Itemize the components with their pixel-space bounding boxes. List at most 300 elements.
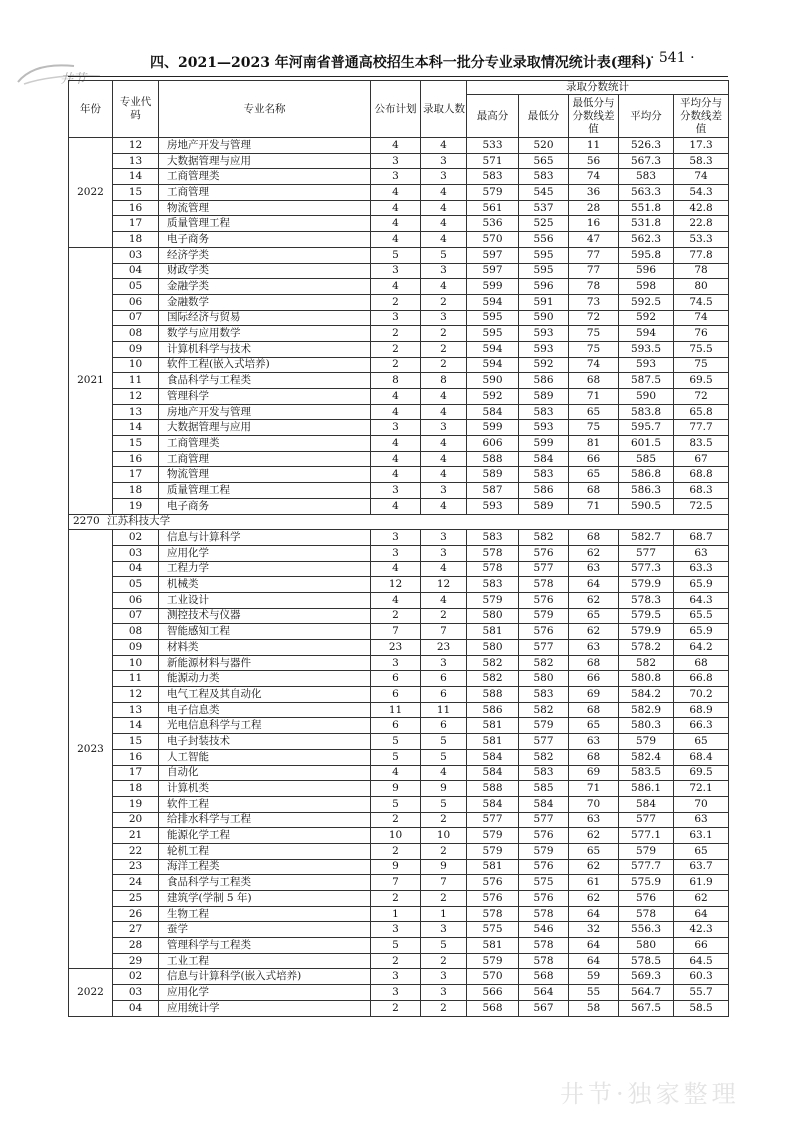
name-cell: 轮机工程 <box>159 843 371 859</box>
name-cell: 管理科学与工程类 <box>159 938 371 954</box>
avg-cell: 567.3 <box>619 153 674 169</box>
table-row <box>69 608 729 624</box>
code-cell: 05 <box>113 279 159 295</box>
avg-diff-cell: 63 <box>674 812 729 828</box>
header-rule <box>68 76 728 77</box>
name-cell: 财政学类 <box>159 263 371 279</box>
name-cell: 软件工程 <box>159 796 371 812</box>
min-cell: 582 <box>519 702 569 718</box>
name-cell: 信息与计算科学 <box>159 530 371 546</box>
min-cell: 583 <box>519 687 569 703</box>
max-cell: 576 <box>467 891 519 907</box>
code-cell: 26 <box>113 906 159 922</box>
max-cell: 570 <box>467 232 519 248</box>
code-cell: 07 <box>113 608 159 624</box>
max-cell: 583 <box>467 577 519 593</box>
min-diff-cell: 68 <box>569 702 619 718</box>
min-cell: 591 <box>519 294 569 310</box>
avg-cell: 579.9 <box>619 624 674 640</box>
avg-cell: 598 <box>619 279 674 295</box>
max-cell: 575 <box>467 922 519 938</box>
admit-cell: 4 <box>421 436 467 452</box>
plan-cell: 5 <box>371 734 421 750</box>
max-cell: 599 <box>467 279 519 295</box>
admit-cell: 7 <box>421 875 467 891</box>
code-cell: 04 <box>113 1000 159 1016</box>
plan-cell: 2 <box>371 294 421 310</box>
name-cell: 工商管理 <box>159 185 371 201</box>
avg-diff-cell: 17.3 <box>674 138 729 154</box>
name-cell: 金融学类 <box>159 279 371 295</box>
col-year: 年份 <box>69 81 113 138</box>
code-cell: 07 <box>113 310 159 326</box>
avg-cell: 582 <box>619 655 674 671</box>
code-cell: 17 <box>113 216 159 232</box>
avg-cell: 563.3 <box>619 185 674 201</box>
min-diff-cell: 66 <box>569 451 619 467</box>
min-diff-cell: 64 <box>569 577 619 593</box>
avg-diff-cell: 69.5 <box>674 765 729 781</box>
code-cell: 15 <box>113 734 159 750</box>
code-cell: 12 <box>113 687 159 703</box>
code-cell: 08 <box>113 624 159 640</box>
avg-diff-cell: 42.8 <box>674 200 729 216</box>
min-diff-cell: 66 <box>569 671 619 687</box>
min-diff-cell: 62 <box>569 592 619 608</box>
avg-diff-cell: 70 <box>674 796 729 812</box>
avg-cell: 577 <box>619 545 674 561</box>
min-cell: 577 <box>519 640 569 656</box>
max-cell: 583 <box>467 169 519 185</box>
min-cell: 579 <box>519 608 569 624</box>
min-cell: 582 <box>519 530 569 546</box>
avg-cell: 582.7 <box>619 530 674 546</box>
min-cell: 583 <box>519 169 569 185</box>
plan-cell: 4 <box>371 451 421 467</box>
table-row <box>69 279 729 295</box>
avg-diff-cell: 74 <box>674 169 729 185</box>
admit-cell: 5 <box>421 734 467 750</box>
table-row <box>69 498 729 514</box>
min-diff-cell: 68 <box>569 530 619 546</box>
plan-cell: 2 <box>371 608 421 624</box>
name-cell: 食品科学与工程类 <box>159 875 371 891</box>
min-cell: 596 <box>519 279 569 295</box>
min-cell: 567 <box>519 1000 569 1016</box>
name-cell: 给排水科学与工程 <box>159 812 371 828</box>
plan-cell: 2 <box>371 326 421 342</box>
avg-cell: 583.8 <box>619 404 674 420</box>
max-cell: 595 <box>467 310 519 326</box>
table-row <box>69 216 729 232</box>
code-cell: 05 <box>113 577 159 593</box>
plan-cell: 2 <box>371 341 421 357</box>
avg-diff-cell: 69.5 <box>674 373 729 389</box>
avg-diff-cell: 63 <box>674 545 729 561</box>
min-cell: 583 <box>519 467 569 483</box>
admit-cell: 4 <box>421 561 467 577</box>
plan-cell: 2 <box>371 843 421 859</box>
admit-cell: 4 <box>421 279 467 295</box>
avg-diff-cell: 68.4 <box>674 749 729 765</box>
table-row <box>69 812 729 828</box>
min-diff-cell: 62 <box>569 828 619 844</box>
min-cell: 599 <box>519 436 569 452</box>
admit-cell: 11 <box>421 702 467 718</box>
min-diff-cell: 68 <box>569 749 619 765</box>
avg-diff-cell: 53.3 <box>674 232 729 248</box>
avg-cell: 593.5 <box>619 341 674 357</box>
avg-diff-cell: 68.3 <box>674 483 729 499</box>
plan-cell: 2 <box>371 1000 421 1016</box>
code-cell: 13 <box>113 404 159 420</box>
code-cell: 16 <box>113 200 159 216</box>
admit-cell: 4 <box>421 451 467 467</box>
avg-diff-cell: 70.2 <box>674 687 729 703</box>
name-cell: 海洋工程类 <box>159 859 371 875</box>
table-row <box>69 906 729 922</box>
min-cell: 546 <box>519 922 569 938</box>
name-cell: 能源动力类 <box>159 671 371 687</box>
code-cell: 02 <box>113 530 159 546</box>
avg-diff-cell: 67 <box>674 451 729 467</box>
avg-diff-cell: 72 <box>674 389 729 405</box>
avg-cell: 595.7 <box>619 420 674 436</box>
plan-cell: 4 <box>371 467 421 483</box>
name-cell: 电子商务 <box>159 232 371 248</box>
max-cell: 582 <box>467 655 519 671</box>
plan-cell: 6 <box>371 718 421 734</box>
max-cell: 606 <box>467 436 519 452</box>
admit-cell: 1 <box>421 906 467 922</box>
min-diff-cell: 62 <box>569 891 619 907</box>
code-cell: 13 <box>113 702 159 718</box>
name-cell: 房地产开发与管理 <box>159 138 371 154</box>
code-cell: 23 <box>113 859 159 875</box>
table-row <box>69 561 729 577</box>
min-diff-cell: 11 <box>569 138 619 154</box>
code-cell: 29 <box>113 953 159 969</box>
table-row <box>69 577 729 593</box>
min-diff-cell: 61 <box>569 875 619 891</box>
plan-cell: 8 <box>371 373 421 389</box>
code-cell: 11 <box>113 671 159 687</box>
logo-text: 井节 <box>60 72 87 87</box>
code-cell: 02 <box>113 969 159 985</box>
admit-cell: 3 <box>421 153 467 169</box>
avg-diff-cell: 54.3 <box>674 185 729 201</box>
min-cell: 576 <box>519 545 569 561</box>
table-row <box>69 640 729 656</box>
avg-diff-cell: 78 <box>674 263 729 279</box>
plan-cell: 3 <box>371 530 421 546</box>
avg-diff-cell: 64.3 <box>674 592 729 608</box>
max-cell: 588 <box>467 687 519 703</box>
min-cell: 578 <box>519 938 569 954</box>
min-cell: 565 <box>519 153 569 169</box>
avg-cell: 601.5 <box>619 436 674 452</box>
name-cell: 食品科学与工程类 <box>159 373 371 389</box>
min-diff-cell: 64 <box>569 938 619 954</box>
max-cell: 579 <box>467 843 519 859</box>
code-cell: 17 <box>113 765 159 781</box>
max-cell: 584 <box>467 765 519 781</box>
admit-cell: 2 <box>421 326 467 342</box>
table-row <box>69 232 729 248</box>
code-cell: 04 <box>113 263 159 279</box>
avg-cell: 580.3 <box>619 718 674 734</box>
plan-cell: 4 <box>371 200 421 216</box>
min-cell: 577 <box>519 734 569 750</box>
table-row <box>69 247 729 263</box>
avg-diff-cell: 74.5 <box>674 294 729 310</box>
code-cell: 15 <box>113 185 159 201</box>
year-cell: 2023 <box>69 530 113 969</box>
avg-cell: 580 <box>619 938 674 954</box>
admit-cell: 23 <box>421 640 467 656</box>
watermark: 井节·独家整理 <box>560 1080 740 1108</box>
table-row <box>69 969 729 985</box>
code-cell: 14 <box>113 169 159 185</box>
admit-cell: 4 <box>421 216 467 232</box>
avg-cell: 569.3 <box>619 969 674 985</box>
plan-cell: 4 <box>371 138 421 154</box>
avg-cell: 578 <box>619 906 674 922</box>
admit-cell: 3 <box>421 530 467 546</box>
min-cell: 578 <box>519 906 569 922</box>
avg-diff-cell: 65 <box>674 734 729 750</box>
name-cell: 计算机类 <box>159 781 371 797</box>
year-cell: 2022 <box>69 138 113 248</box>
name-cell: 新能源材料与器件 <box>159 655 371 671</box>
table-row <box>69 953 729 969</box>
plan-cell: 7 <box>371 624 421 640</box>
avg-diff-cell: 75.5 <box>674 341 729 357</box>
max-cell: 597 <box>467 247 519 263</box>
admit-cell: 2 <box>421 953 467 969</box>
admit-cell: 8 <box>421 373 467 389</box>
code-cell: 09 <box>113 341 159 357</box>
min-diff-cell: 63 <box>569 734 619 750</box>
avg-cell: 586.3 <box>619 483 674 499</box>
min-diff-cell: 77 <box>569 247 619 263</box>
table-row <box>69 389 729 405</box>
admit-cell: 3 <box>421 655 467 671</box>
avg-cell: 583.5 <box>619 765 674 781</box>
min-cell: 593 <box>519 341 569 357</box>
plan-cell: 4 <box>371 592 421 608</box>
plan-cell: 3 <box>371 153 421 169</box>
min-cell: 583 <box>519 404 569 420</box>
max-cell: 587 <box>467 483 519 499</box>
plan-cell: 3 <box>371 169 421 185</box>
min-cell: 575 <box>519 875 569 891</box>
avg-cell: 587.5 <box>619 373 674 389</box>
max-cell: 595 <box>467 326 519 342</box>
admit-cell: 4 <box>421 498 467 514</box>
max-cell: 566 <box>467 985 519 1001</box>
avg-diff-cell: 72.5 <box>674 498 729 514</box>
name-cell: 电子商务 <box>159 498 371 514</box>
name-cell: 工商管理类 <box>159 436 371 452</box>
avg-cell: 579.5 <box>619 608 674 624</box>
admit-cell: 4 <box>421 138 467 154</box>
avg-diff-cell: 75 <box>674 357 729 373</box>
min-diff-cell: 75 <box>569 326 619 342</box>
avg-diff-cell: 22.8 <box>674 216 729 232</box>
max-cell: 579 <box>467 828 519 844</box>
min-diff-cell: 58 <box>569 1000 619 1016</box>
admit-cell: 2 <box>421 843 467 859</box>
plan-cell: 4 <box>371 389 421 405</box>
max-cell: 580 <box>467 640 519 656</box>
plan-cell: 5 <box>371 247 421 263</box>
plan-cell: 4 <box>371 498 421 514</box>
min-diff-cell: 81 <box>569 436 619 452</box>
school-code: 2270 <box>73 515 100 528</box>
min-diff-cell: 62 <box>569 624 619 640</box>
admit-cell: 7 <box>421 624 467 640</box>
table-row <box>69 671 729 687</box>
avg-diff-cell: 58.5 <box>674 1000 729 1016</box>
code-cell: 03 <box>113 247 159 263</box>
min-diff-cell: 32 <box>569 922 619 938</box>
code-cell: 24 <box>113 875 159 891</box>
code-cell: 17 <box>113 467 159 483</box>
table-row <box>69 357 729 373</box>
name-cell: 材料类 <box>159 640 371 656</box>
max-cell: 592 <box>467 389 519 405</box>
code-cell: 11 <box>113 373 159 389</box>
code-cell: 13 <box>113 153 159 169</box>
table-row <box>69 718 729 734</box>
col-plan: 公布计划 <box>371 81 421 138</box>
name-cell: 人工智能 <box>159 749 371 765</box>
table-body-1 <box>69 138 729 515</box>
name-cell: 应用化学 <box>159 985 371 1001</box>
admit-cell: 2 <box>421 357 467 373</box>
avg-diff-cell: 61.9 <box>674 875 729 891</box>
plan-cell: 3 <box>371 985 421 1001</box>
max-cell: 580 <box>467 608 519 624</box>
min-diff-cell: 16 <box>569 216 619 232</box>
avg-diff-cell: 62 <box>674 891 729 907</box>
avg-cell: 586.1 <box>619 781 674 797</box>
min-cell: 525 <box>519 216 569 232</box>
min-diff-cell: 47 <box>569 232 619 248</box>
code-cell: 27 <box>113 922 159 938</box>
admit-cell: 3 <box>421 263 467 279</box>
min-cell: 580 <box>519 671 569 687</box>
min-diff-cell: 71 <box>569 389 619 405</box>
name-cell: 经济学类 <box>159 247 371 263</box>
min-diff-cell: 62 <box>569 859 619 875</box>
table-row <box>69 843 729 859</box>
table-row <box>69 185 729 201</box>
admit-cell: 10 <box>421 828 467 844</box>
max-cell: 582 <box>467 671 519 687</box>
avg-cell: 592.5 <box>619 294 674 310</box>
min-cell: 578 <box>519 577 569 593</box>
admit-cell: 6 <box>421 671 467 687</box>
avg-cell: 567.5 <box>619 1000 674 1016</box>
min-cell: 593 <box>519 326 569 342</box>
plan-cell: 12 <box>371 577 421 593</box>
name-cell: 电气工程及其自动化 <box>159 687 371 703</box>
avg-cell: 564.7 <box>619 985 674 1001</box>
admit-cell: 2 <box>421 341 467 357</box>
name-cell: 建筑学(学制 5 年) <box>159 891 371 907</box>
min-cell: 520 <box>519 138 569 154</box>
min-diff-cell: 64 <box>569 906 619 922</box>
max-cell: 568 <box>467 1000 519 1016</box>
code-cell: 16 <box>113 749 159 765</box>
max-cell: 586 <box>467 702 519 718</box>
avg-diff-cell: 65.9 <box>674 624 729 640</box>
name-cell: 光电信息科学与工程 <box>159 718 371 734</box>
table-row <box>69 373 729 389</box>
plan-cell: 3 <box>371 922 421 938</box>
plan-cell: 4 <box>371 404 421 420</box>
table-row <box>69 687 729 703</box>
avg-cell: 531.8 <box>619 216 674 232</box>
plan-cell: 6 <box>371 671 421 687</box>
min-cell: 592 <box>519 357 569 373</box>
avg-cell: 562.3 <box>619 232 674 248</box>
code-cell: 03 <box>113 545 159 561</box>
min-cell: 582 <box>519 749 569 765</box>
avg-diff-cell: 80 <box>674 279 729 295</box>
name-cell: 工程力学 <box>159 561 371 577</box>
min-diff-cell: 65 <box>569 718 619 734</box>
avg-cell: 580.8 <box>619 671 674 687</box>
max-cell: 571 <box>467 153 519 169</box>
min-diff-cell: 62 <box>569 545 619 561</box>
avg-diff-cell: 66 <box>674 938 729 954</box>
avg-cell: 595.8 <box>619 247 674 263</box>
code-cell: 14 <box>113 718 159 734</box>
max-cell: 577 <box>467 812 519 828</box>
min-diff-cell: 68 <box>569 655 619 671</box>
table-row <box>69 875 729 891</box>
page-title: 四、2021—2023 年河南省普通高校招生本科一批分专业录取情况统计表(理科) <box>150 55 653 71</box>
code-cell: 19 <box>113 796 159 812</box>
admit-cell: 5 <box>421 247 467 263</box>
min-diff-cell: 59 <box>569 969 619 985</box>
code-cell: 04 <box>113 561 159 577</box>
table-row <box>69 341 729 357</box>
name-cell: 质量管理工程 <box>159 483 371 499</box>
min-diff-cell: 28 <box>569 200 619 216</box>
code-cell: 18 <box>113 232 159 248</box>
min-diff-cell: 64 <box>569 953 619 969</box>
avg-cell: 583 <box>619 169 674 185</box>
plan-cell: 7 <box>371 875 421 891</box>
max-cell: 589 <box>467 467 519 483</box>
plan-cell: 3 <box>371 420 421 436</box>
plan-cell: 2 <box>371 953 421 969</box>
min-diff-cell: 71 <box>569 498 619 514</box>
name-cell: 应用统计学 <box>159 1000 371 1016</box>
min-cell: 545 <box>519 185 569 201</box>
admit-cell: 5 <box>421 796 467 812</box>
min-cell: 590 <box>519 310 569 326</box>
avg-diff-cell: 77.7 <box>674 420 729 436</box>
code-cell: 21 <box>113 828 159 844</box>
avg-cell: 586.8 <box>619 467 674 483</box>
max-cell: 581 <box>467 734 519 750</box>
avg-cell: 577.3 <box>619 561 674 577</box>
